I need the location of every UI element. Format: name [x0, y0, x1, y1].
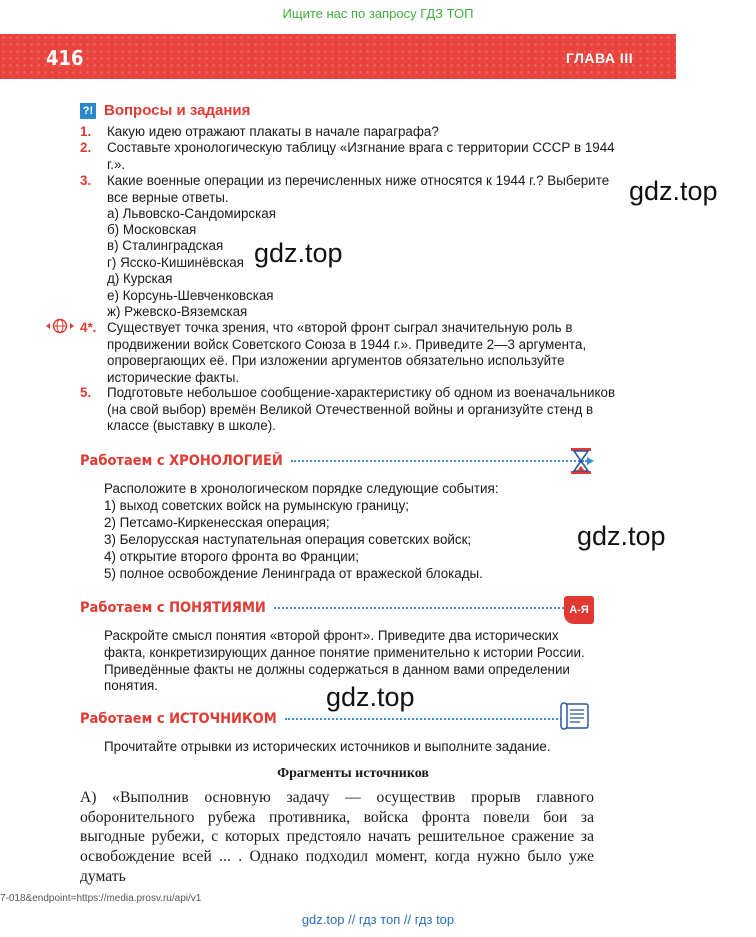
- fragments-title: Фрагменты источников: [277, 766, 429, 781]
- question-item: [80, 173, 620, 206]
- source-text: Прочитайте отрывки из исторических источников и выполните задание.: [104, 739, 551, 754]
- concepts-label: Работаем с ПОНЯТИЯМИ: [80, 600, 266, 616]
- question-number: 2.: [80, 140, 92, 155]
- chronology-item: 3) Белорусская наступательная операция советских войск;: [104, 532, 472, 547]
- question-item: [80, 385, 620, 435]
- chronology-item: 1) выход советских войск на румынскую границу;: [104, 498, 409, 513]
- chronology-label: Работаем с ХРОНОЛОГИЕЙ: [80, 453, 283, 469]
- question-number: 5.: [80, 385, 92, 400]
- question-text: Какие военные операции из перечисленных ниже относятся к 1944 г.? Выберите все верные ответы.: [107, 173, 610, 205]
- top-note: Ищите нас по запросу ГДЗ ТОП: [282, 6, 474, 21]
- question-text: Подготовьте небольшое сообщение-характеристику об одном из военачальников (на свой выбор) времён Великой Отечественной войны и организуйте стенд в классе (выставку в школе).: [107, 385, 616, 433]
- chronology-intro: Расположите в хронологическом порядке следующие события:: [104, 481, 499, 496]
- globe-icon: [46, 318, 74, 334]
- question-icon: ?!: [80, 103, 96, 119]
- watermark: gdz.top: [326, 682, 415, 712]
- chronology-item: 5) полное освобождение Ленинграда от вражеской блокады.: [104, 566, 483, 581]
- watermark: gdz.top: [629, 176, 718, 206]
- bottom-note: gdz.top // гдз топ // гдз top: [301, 912, 455, 927]
- answer-option: е) Корсунь-Шевченковская: [107, 288, 274, 303]
- answer-option: а) Львовско-Сандомирская: [107, 206, 276, 221]
- chapter-title: ГЛАВА III: [566, 50, 634, 66]
- answer-option: в) Сталинградская: [107, 238, 224, 253]
- dictionary-icon: А-Я: [564, 596, 594, 624]
- watermark: gdz.top: [254, 238, 343, 268]
- question-item: [80, 140, 620, 173]
- question-text: Существует точка зрения, что «второй фронт сыграл значительную роль в продвижении войск Советского Союза в 1944 г.». Приведите 2—3 аргумента, опровергающих её. При изложении аргументов обязательно используйте исторические факты.: [107, 320, 587, 385]
- questions-header: [80, 102, 250, 119]
- dotted-arrow: [274, 607, 588, 609]
- answer-option: д) Курская: [107, 271, 173, 286]
- question-text: Какую идею отражают плакаты в начале параграфа?: [107, 124, 439, 139]
- answer-option: г) Ясско-Кишинёвская: [107, 255, 244, 270]
- answer-option: ж) Ржевско-Вяземская: [107, 304, 248, 319]
- scroll-icon: [558, 701, 594, 731]
- dotted-arrow: [285, 718, 581, 720]
- hourglass-icon: [568, 447, 594, 475]
- questions-title: Вопросы и задания: [104, 102, 251, 119]
- page-number: 416: [46, 46, 84, 70]
- chronology-header: [80, 453, 594, 469]
- question-item: [80, 320, 620, 386]
- chronology-item: 4) открытие второго фронта во Франции;: [104, 549, 359, 564]
- url-strip: 7-018&endpoint=https://media.prosv.ru/api/v1: [0, 893, 202, 904]
- concepts-header: [80, 600, 595, 616]
- concepts-text: Раскройте смысл понятия «второй фронт». Приведите два исторических факта, конкретизирующих данное понятие применительно к истории России. Приведённые факты не должны содержаться в данном вами определении понятия.: [104, 628, 585, 694]
- watermark: gdz.top: [577, 521, 666, 551]
- chronology-item: 2) Петсамо-Киркенесская операция;: [104, 515, 330, 530]
- source-header: [80, 711, 588, 727]
- question-number: 3.: [80, 173, 92, 188]
- dotted-arrow: [291, 460, 587, 462]
- question-item: [80, 124, 620, 141]
- fragment-a: А) «Выполнив основную задачу — осуществив прорыв главного оборонительного рубежа противника, войска фронта повели бои за выгодные рубежи, с которых предстояло начать решительное сражение за освобождение всей ... . Однако подходил момент, когда нужно было уже думать: [80, 789, 594, 885]
- source-label: Работаем с ИСТОЧНИКОМ: [80, 711, 277, 727]
- answer-option: б) Московская: [107, 222, 197, 237]
- question-text: Составьте хронологическую таблицу «Изгнание врага с территории СССР в 1944 г.».: [107, 140, 615, 172]
- question-number: 4*.: [80, 320, 97, 335]
- question-number: 1.: [80, 124, 92, 139]
